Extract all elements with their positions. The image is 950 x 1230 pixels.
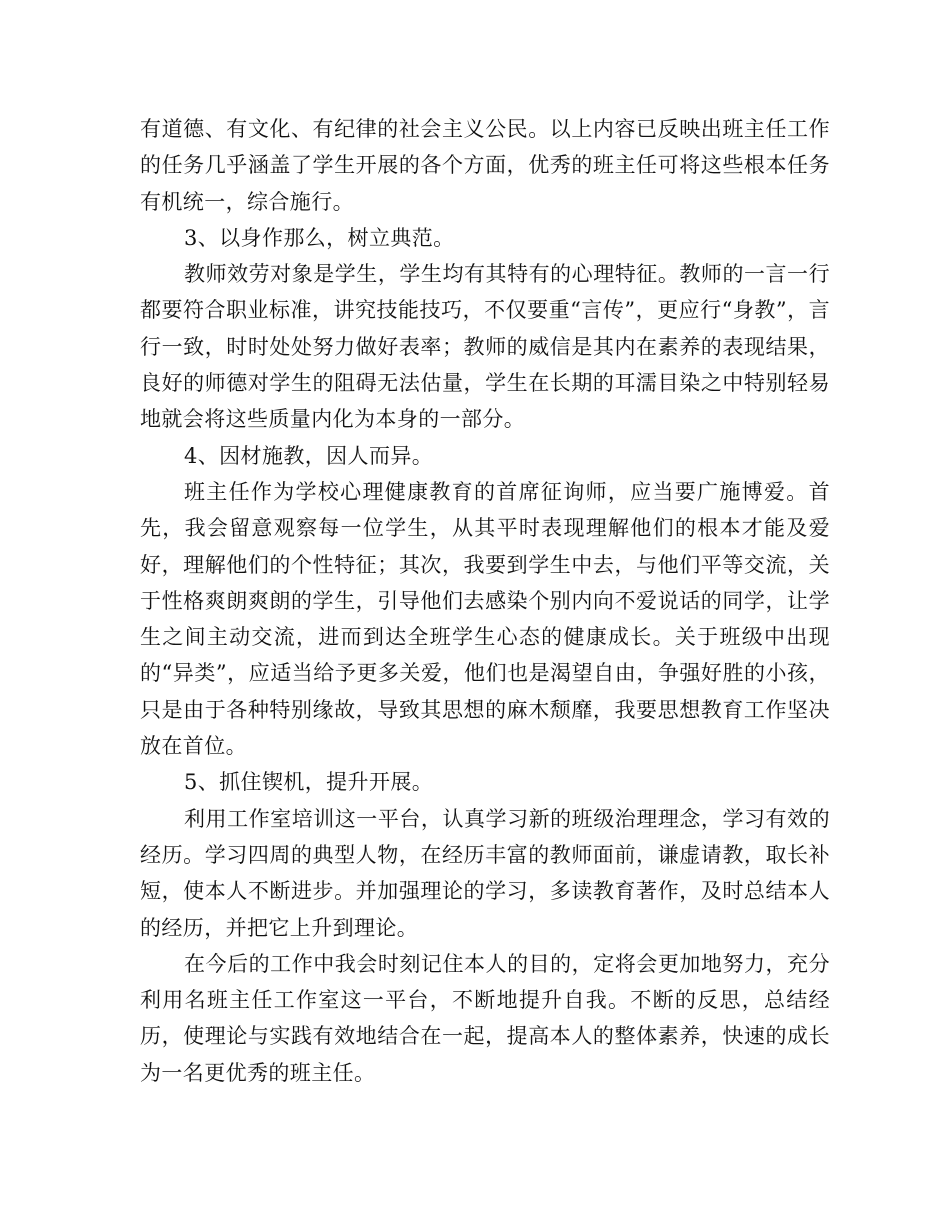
paragraph-training-platform: 利用工作室培训这一平台，认真学习新的班级治理理念，学习有效的经历。学习四周的典型人物，在经历丰富的教师面前，谦虚请教，取长补短，使本人不断进步。并加强理论的学习，多读教育著作，及时总结本人的经历，并把它上升到理论。 [140,806,830,940]
paragraph-teacher-role-model: 教师效劳对象是学生，学生均有其特有的心理特征。教师的一言一行都要符合职业标准，讲究技能技巧，不仅要重“言传”，更应行“身教”，言行一致，时时处处努力做好表率；教师的威信是其内在素养的表现结果，良好的师德对学生的阻碍无法估量，学生在长期的耳濡目染之中特别轻易地就会将这些质量内化为本身的一部分。 [140,262,830,432]
section-heading-3: 3、以身作那么，树立典范。 [184,225,455,250]
paragraph-conclusion: 在今后的工作中我会时刻记住本人的目的，定将会更加地努力，充分利用名班主任工作室这一平台，不断地提升自我。不断的反思，总结经历，使理论与实践有效地结合在一起，提高本人的整体素养，快速的成长为一名更优秀的班主任。 [140,951,830,1085]
paragraph-continuation: 有道德、有文化、有纪律的社会主义公民。以上内容已反映出班主任工作的任务几乎涵盖了学生开展的各个方面，优秀的班主任可将这些根本任务有机统一，综合施行。 [140,117,830,214]
section-heading-5: 5、抓住锲机，提升开展。 [184,770,434,795]
section-heading-4: 4、因材施教，因人而异。 [184,443,434,468]
document-body [140,111,830,1091]
paragraph-individualized-teaching: 班主任作为学校心理健康教育的首席征询师，应当要广施博爱。首先，我会留意观察每一位学生，从其平时表现理解他们的根本才能及爱好，理解他们的个性特征；其次，我要到学生中去，与他们平等交流，关于性格爽朗爽朗的学生，引导他们去感染个别内向不爱说话的同学，让学生之间主动交流，进而到达全班学生心态的健康成长。关于班级中出现的“异类”，应适当给予更多关爱，他们也是渴望自由，争强好胜的小孩，只是由于各种特别缘故，导致其思想的麻木颓靡，我要思想教育工作坚决放在首位。 [140,479,830,759]
